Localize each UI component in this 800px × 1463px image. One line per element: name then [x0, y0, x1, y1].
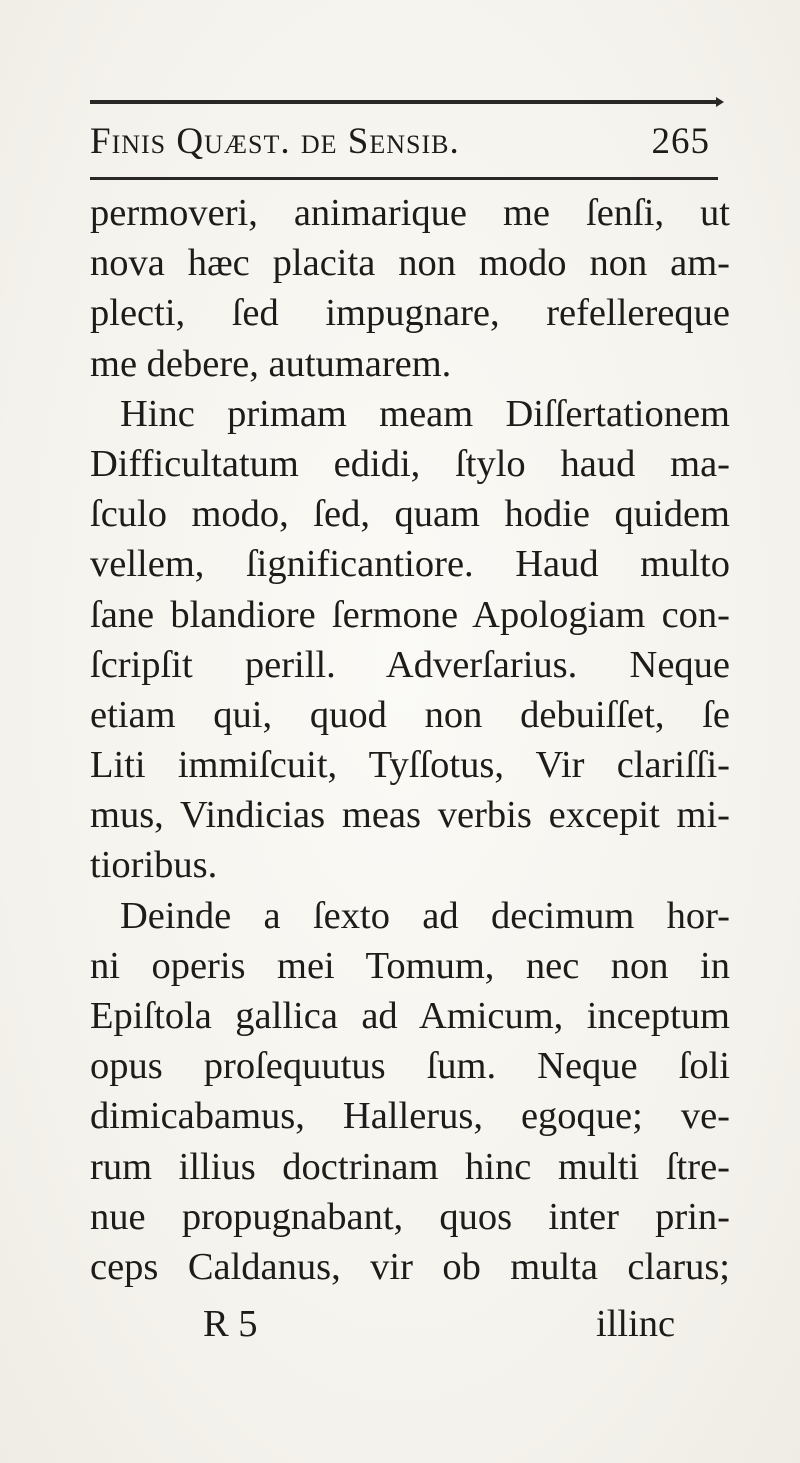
text-line: ſcripſit perill. Adverſarius. Neque: [90, 643, 730, 686]
text-line: tioribus.: [90, 844, 218, 887]
catchword: illinc: [596, 1303, 676, 1345]
text-line: dimicabamus, Hallerus, egoque; ve-: [90, 1095, 730, 1138]
body-text: [90, 188, 730, 1292]
text-line: mus, Vindicias meas verbis excepit mi-: [90, 794, 730, 837]
text-line: nue propugnabant, quos inter prin-: [90, 1195, 730, 1238]
text-line: ni operis mei Tomum, nec non in: [90, 944, 730, 987]
running-head-title: Finis Quæst. de Sensib.: [90, 121, 460, 162]
text-line: rum illius doctrinam hinc multi ſtre-: [90, 1145, 730, 1188]
text-line: plecti, ſed impugnare, refellereque: [90, 292, 730, 335]
text-line: permoveri, animarique me ſenſi, ut: [90, 192, 730, 234]
text-line: ceps Caldanus, vir ob multa clarus;: [90, 1245, 730, 1288]
top-rule: [90, 100, 718, 104]
text-line: Hinc primam meam Diſſertationem: [120, 392, 730, 435]
running-head: [90, 120, 710, 170]
text-line: Difficultatum edidi, ſtylo haud ma-: [90, 442, 730, 485]
page-number: 265: [651, 121, 710, 162]
text-line: Epiſtola gallica ad Amicum, inceptum: [90, 995, 730, 1037]
signature-mark: R 5: [203, 1303, 258, 1345]
text-line: ſane blandiore ſermone Apologiam con-: [90, 593, 730, 636]
text-line: vellem, ſignificantiore. Haud multo: [90, 543, 730, 586]
text-line: Liti immiſcuit, Tyſſotus, Vir clariſſi-: [90, 744, 730, 787]
text-line: nova hæc placita non modo non am-: [90, 242, 730, 285]
text-line: etiam qui, quod non debuiſſet, ſe: [90, 693, 730, 736]
head-rule: [90, 177, 718, 180]
text-line: Deinde a ſexto ad decimum hor-: [120, 894, 730, 937]
text-line: opus proſequutus ſum. Neque ſoli: [90, 1045, 730, 1088]
text-line: ſculo modo, ſed, quam hodie quidem: [90, 493, 730, 536]
text-line: me debere, autumarem.: [90, 342, 452, 385]
